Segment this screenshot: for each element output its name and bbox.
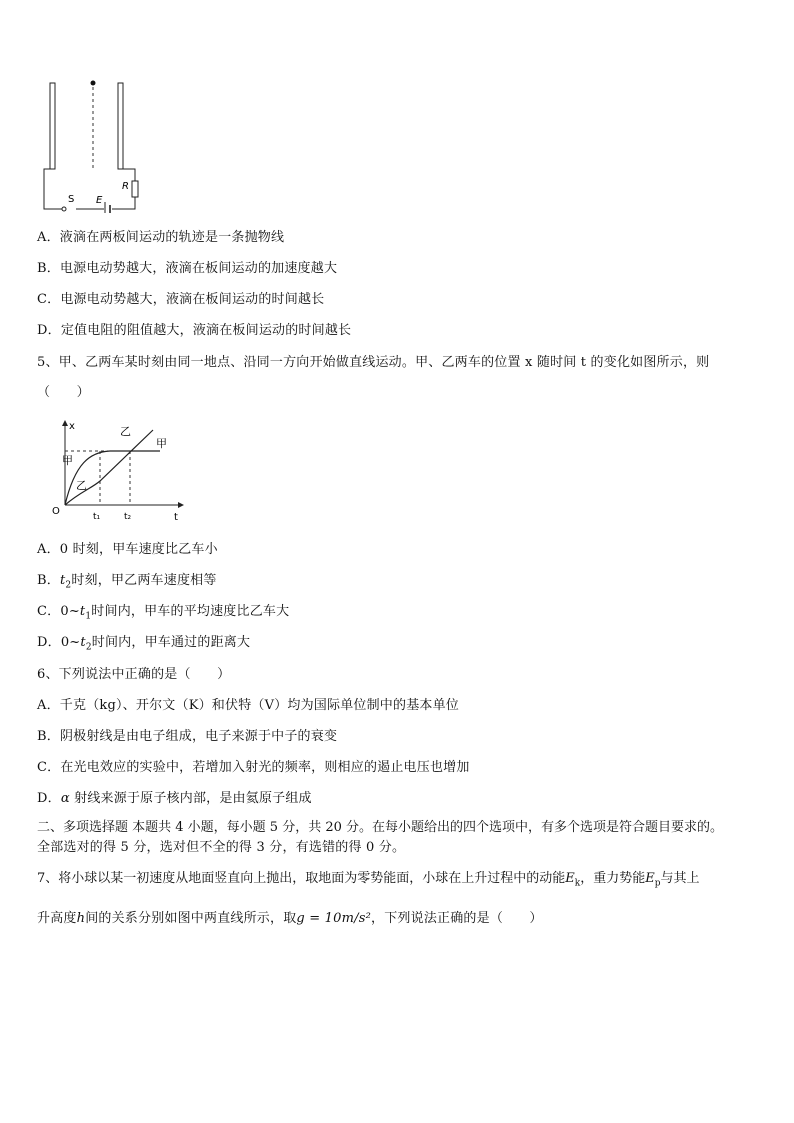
q6-option-d-alpha: α — [60, 791, 70, 806]
q4-option-c: C．电源电动势越大，液滴在板间运动的时间越长 — [37, 292, 325, 307]
q5-option-d-suffix: 时间内，甲车通过的距离大 — [91, 635, 251, 650]
q7-ep: E — [645, 871, 655, 886]
circuit-wire-right — [123, 169, 135, 181]
q4-option-b: B．电源电动势越大，液滴在板间运动的加速度越大 — [37, 261, 338, 276]
curve-yi-label-top: 乙 — [120, 425, 131, 438]
q6-option-b: B．阴极射线是由电子组成，电子来源于中子的衰变 — [37, 729, 338, 744]
q5-paren: （ ） — [37, 385, 90, 400]
q7-part5: 间的关系分别如图中两直线所示，取 — [85, 911, 297, 926]
q7-ek: E — [565, 871, 575, 886]
left-plate — [50, 83, 55, 169]
q6-option-d — [37, 790, 312, 808]
t1-label: t₁ — [93, 512, 101, 522]
xt-graph — [50, 418, 190, 524]
resistor-label: R — [122, 181, 129, 192]
q6-option-c: C．在光电效应的实验中，若增加入射光的频率，则相应的遏止电压也增加 — [37, 760, 470, 775]
q6-option-a: A．千克（kg）、开尔文（K）和伏特（V）均为国际单位制中的基本单位 — [37, 698, 459, 713]
q7-part3: 与其上 — [660, 871, 700, 886]
curve-jia — [65, 451, 160, 505]
origin-label: O — [52, 506, 60, 517]
circuit-wire — [44, 169, 62, 209]
section2-line2: 全部选对的得 5 分，选对但不全的得 3 分，有选错的得 0 分。 — [37, 840, 406, 855]
t-axis-arrow — [178, 502, 184, 508]
q4-option-a: A．液滴在两板间运动的轨迹是一条抛物线 — [37, 230, 285, 245]
q5-stem: 5、甲、乙两车某时刻由同一地点、沿同一方向开始做直线运动。甲、乙两车的位置 x 随时间 t 的变化如图所示，则 — [37, 355, 710, 370]
battery-label: E — [96, 195, 103, 206]
q5-option-d-prefix: D．0~ — [37, 635, 81, 650]
curve-jia-label-right: 甲 — [156, 437, 167, 450]
q5-option-c-var: t — [79, 604, 86, 619]
q5-option-d-sub: 2 — [85, 642, 92, 653]
q6-option-d-suffix: 射线来源于原子核内部，是由氦原子组成 — [69, 791, 312, 806]
q6-option-d-prefix: D． — [37, 791, 61, 806]
q7-line2 — [37, 910, 543, 928]
q5-option-b-prefix: B． — [37, 573, 60, 588]
switch-terminal — [62, 207, 66, 211]
q7-part4: 升高度 — [37, 911, 77, 926]
q5-option-c — [37, 603, 289, 626]
q6-stem: 6、下列说法中正确的是（ ） — [37, 667, 231, 682]
q7-ep-sub: p — [654, 878, 661, 889]
q5-option-b — [37, 572, 217, 595]
circuit-wire-bottom — [112, 197, 135, 209]
curve-yi — [65, 430, 153, 505]
q5-option-d-var: t — [80, 635, 86, 650]
x-axis-arrow — [62, 420, 68, 426]
curve-jia-label-left: 甲 — [62, 454, 73, 467]
q5-option-c-suffix: 时间内，甲车的平均速度比乙车大 — [91, 604, 290, 619]
q5-option-d — [37, 634, 250, 657]
q5-option-a: A．0 时刻，甲车速度比乙车小 — [37, 542, 218, 557]
section2-line1: 二、多项选择题 本题共 4 小题，每小题 5 分，共 20 分。在每小题给出的四个选项中，有多个选项是符合题目要求的。 — [37, 820, 724, 835]
droplet-dot — [91, 81, 96, 86]
q5-option-b-sub: 2 — [65, 580, 72, 591]
q7-part1: 7、将小球以某一初速度从地面竖直向上抛出，取地面为零势能面，小球在上升过程中的动能 — [37, 871, 566, 886]
x-axis-label: t — [174, 512, 178, 523]
y-axis-label: x — [69, 421, 75, 432]
q4-option-d: D．定值电阻的阻值越大，液滴在板间运动的时间越长 — [37, 323, 352, 338]
q7-ek-sub: k — [574, 878, 581, 889]
resistor — [132, 181, 138, 197]
q5-option-c-prefix: C．0~ — [37, 604, 80, 619]
t2-label: t₂ — [124, 512, 132, 522]
switch-label: S — [68, 194, 75, 205]
q7-g-expr: g = 10m/s² — [296, 911, 372, 926]
q7-part6: ，下列说法正确的是（ ） — [371, 911, 543, 926]
curve-yi-label-bottom: 乙 — [76, 479, 87, 492]
q7-part2: ，重力势能 — [580, 871, 646, 886]
right-plate — [118, 83, 123, 169]
q5-option-b-var: t — [59, 573, 66, 588]
q5-option-b-suffix: 时刻，甲乙两车速度相等 — [71, 573, 217, 588]
q7-h: h — [76, 911, 86, 926]
q5-option-c-sub: 1 — [85, 611, 92, 622]
q7-line1 — [37, 870, 700, 893]
circuit-figure — [38, 78, 148, 213]
